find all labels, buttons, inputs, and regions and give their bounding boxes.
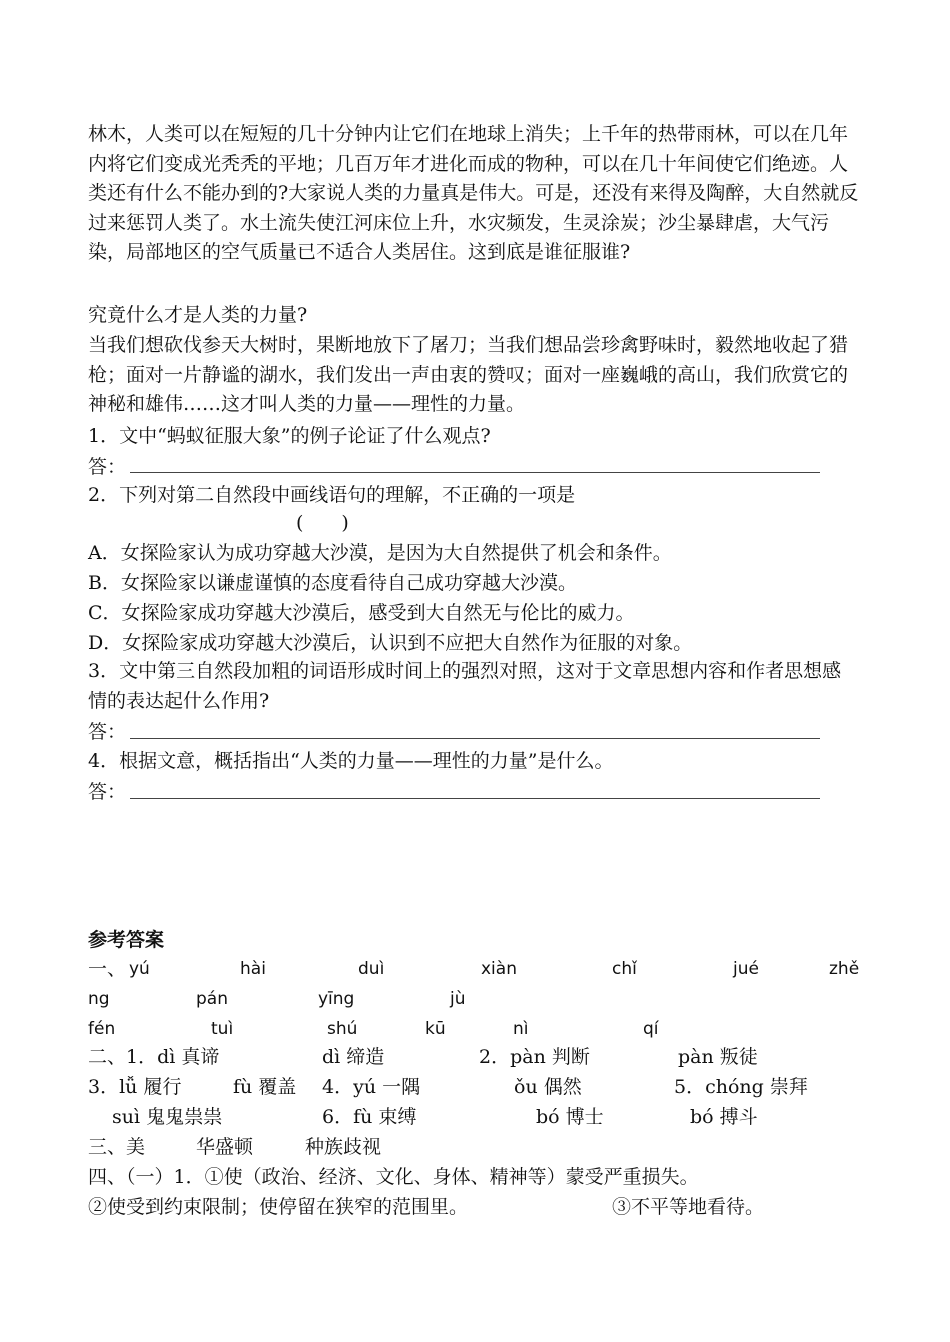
passage-paragraph-1: 林木，人类可以在短短的几十分钟内让它们在地球上消失；上千年的热带雨林，可以在几年内将它们变成光秃秃的平地；几百万年才进化而成的物种，可以在几十年间使它们绝迹。人类还有什么不能办到的?大家说人类的力量真是伟大。可是，还没有来得及陶醉，大自然就反过来惩罚人类了。水土流失使江河床位上升，水灾频发，生灵涂炭；沙尘暴肆虐，大气污染，局部地区的空气质量已不适合人类居住。这到底是谁征服谁? <box>88 123 859 263</box>
answers-s3-item: 种族歧视 <box>305 1136 382 1158</box>
option-b: B．女探险家以谦虚谨慎的态度看待自己成功穿越大沙漠。 <box>88 572 577 594</box>
pinyin-item: chǐ <box>612 959 637 979</box>
pinyin-item: qí <box>643 1019 659 1039</box>
answer-line-4[interactable] <box>130 798 820 799</box>
answers-title: 参考答案 <box>88 929 165 951</box>
answers-s2-item: 4．yú 一隅 <box>322 1076 421 1098</box>
passage-paragraph-2: 究竟什么才是人类的力量? <box>88 304 308 326</box>
question-1: 1．文中“蚂蚁征服大象”的例子论证了什么观点? <box>88 425 491 447</box>
answers-s2-item: 6．fù 束缚 <box>322 1106 417 1128</box>
pinyin-item: jù <box>450 989 466 1009</box>
answers-s2-item: 2．pàn 判断 <box>479 1046 590 1068</box>
answers-s2-item: ǒu 偶然 <box>514 1076 582 1098</box>
pinyin-item: tuì <box>211 1019 234 1039</box>
answers-s4-line-1: 四、（一）1．①使（政治、经济、文化、身体、精神等）蒙受严重损失。 <box>88 1166 699 1188</box>
question-3: 3．文中第三自然段加粗的词语形成时间上的强烈对照，这对于文章思想内容和作者思想感情的表达起什么作用? <box>88 660 842 712</box>
pinyin-item: pán <box>196 989 228 1009</box>
pinyin-item: nì <box>513 1019 529 1039</box>
pinyin-item: xiàn <box>481 959 517 979</box>
answers-s2-item: 5．chóng 崇拜 <box>674 1076 808 1098</box>
pinyin-item: jué <box>733 959 759 979</box>
question-2: 2．下列对第二自然段中画线语句的理解，不正确的一项是 <box>88 484 576 506</box>
pinyin-item: kū <box>425 1019 446 1039</box>
answers-s2-item: suì 鬼鬼祟祟 <box>112 1106 223 1128</box>
option-c: C．女探险家成功穿越大沙漠后，感受到大自然无与伦比的威力。 <box>88 602 635 624</box>
pinyin-item: yú <box>129 959 150 979</box>
option-d: D．女探险家成功穿越大沙漠后，认识到不应把大自然作为征服的对象。 <box>88 632 693 654</box>
pinyin-item: ng <box>88 989 110 1009</box>
answers-s3-item: 三、美 <box>88 1136 146 1158</box>
pinyin-item: hài <box>240 959 266 979</box>
answers-s2-item: 二、1．dì 真谛 <box>88 1046 220 1068</box>
answer-line-1[interactable] <box>130 472 820 473</box>
answers-s2-item: dì 缔造 <box>322 1046 385 1068</box>
answer-label-1: 答： <box>88 456 127 478</box>
question-2-bracket: ( ) <box>296 512 349 534</box>
question-4: 4．根据文意，概括指出“人类的力量——理性的力量”是什么。 <box>88 750 614 772</box>
answers-s4-line-2b: ③不平等地看待。 <box>612 1196 765 1218</box>
pinyin-item: yīng <box>318 989 355 1009</box>
answers-s2-item: 3．lǚ 履行 <box>88 1076 182 1098</box>
passage-paragraph-3: 当我们想砍伐参天大树时，果断地放下了屠刀；当我们想品尝珍禽野味时，毅然地收起了猎枪；面对一片静谧的湖水，我们发出一声由衷的赞叹；面对一座巍峨的高山，我们欣赏它的神秘和雄伟……这才叫人类的力量——理性的力量。 <box>88 334 849 415</box>
answer-line-3[interactable] <box>130 738 820 739</box>
option-a: A．女探险家认为成功穿越大沙漠，是因为大自然提供了机会和条件。 <box>88 542 672 564</box>
answers-s2-item: bó 博士 <box>536 1106 604 1128</box>
answers-s4-line-2a: ②使受到约束限制；使停留在狭窄的范围里。 <box>88 1196 469 1218</box>
answers-s2-item: fù 覆盖 <box>233 1076 297 1098</box>
answers-s1-label: 一、 <box>88 958 127 980</box>
answer-label-4: 答： <box>88 781 127 803</box>
pinyin-item: duì <box>358 959 385 979</box>
answer-label-3: 答： <box>88 721 127 743</box>
answers-s3-item: 华盛顿 <box>196 1136 254 1158</box>
pinyin-item: zhě <box>829 959 860 979</box>
pinyin-item: shú <box>327 1019 358 1039</box>
pinyin-item: fén <box>88 1019 116 1039</box>
answers-s2-item: pàn 叛徒 <box>678 1046 758 1068</box>
answers-s2-item: bó 搏斗 <box>690 1106 758 1128</box>
